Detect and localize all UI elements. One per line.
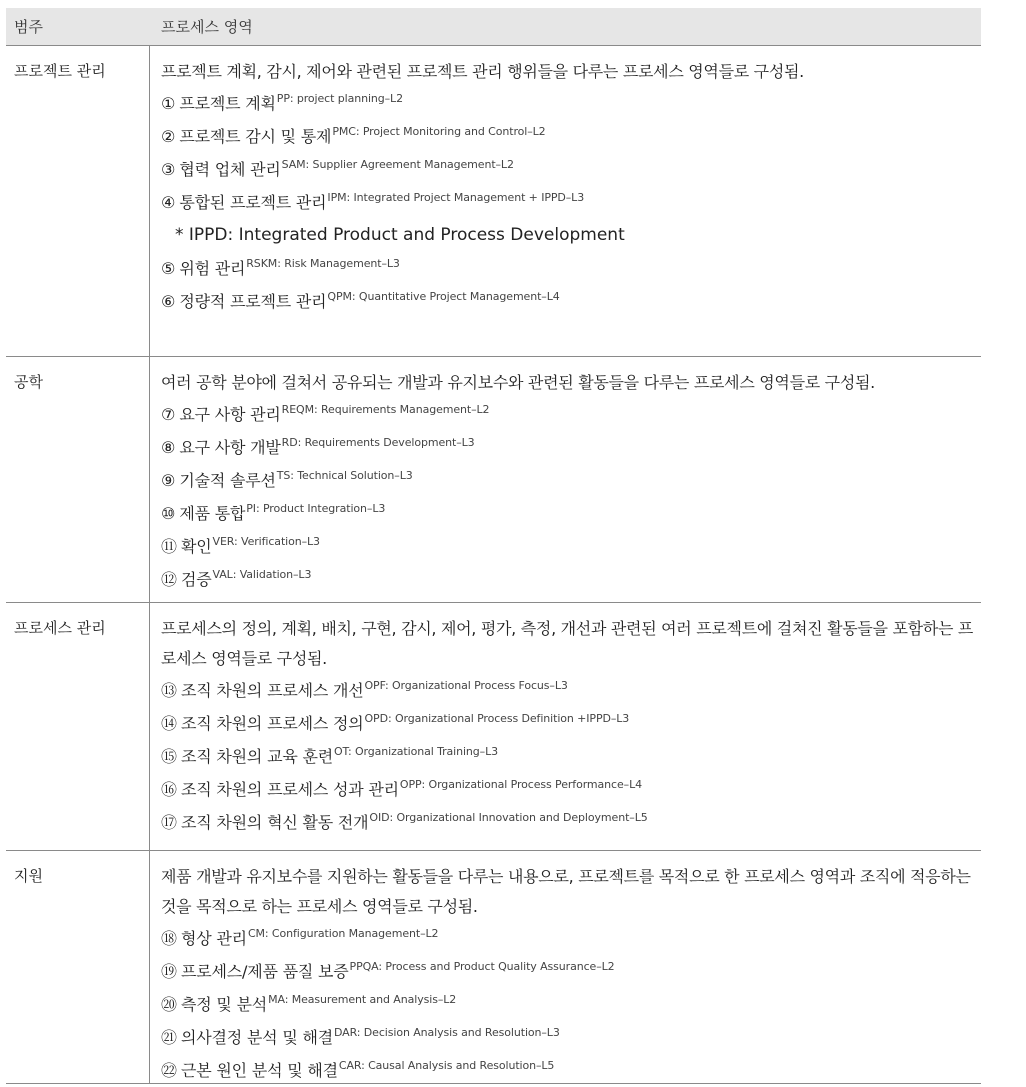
item-name: 통합된 프로젝트 관리	[179, 193, 327, 212]
item-number: ⑪	[161, 537, 178, 556]
item-abbreviation: OT: Organizational Training–L3	[333, 745, 499, 758]
category-description: 프로세스의 정의, 계획, 배치, 구현, 감시, 제어, 평가, 측정, 개선과 관련된 여러 프로젝트에 걸쳐진 활동들을 포함하는 프로세스 영역들로 구성됨.	[161, 619, 974, 668]
item-abbreviation: CM: Configuration Management–L2	[247, 927, 439, 940]
item-number: ⑰	[161, 813, 178, 832]
item-abbreviation: OPD: Organizational Process Definition +IPPD–L3	[364, 712, 630, 725]
table-row-engineering	[6, 357, 981, 603]
item-abbreviation: VER: Verification–L3	[212, 535, 320, 548]
item-name: 의사결정 분석 및 해결	[181, 1028, 333, 1047]
category-description: 여러 공학 분야에 걸쳐서 공유되는 개발과 유지보수와 관련된 활동들을 다루는 프로세스 영역들로 구성됨.	[161, 373, 875, 392]
item-name: 조직 차원의 프로세스 개선	[181, 681, 364, 700]
item-name: 요구 사항 개발	[179, 438, 281, 457]
item-name: 조직 차원의 혁신 활동 전개	[181, 813, 369, 832]
item-abbreviation: PPQA: Process and Product Quality Assurance–L2	[349, 960, 615, 973]
item-number: ⑯	[161, 780, 178, 799]
category-cell: 지원	[6, 851, 150, 1083]
table-header-row	[6, 8, 981, 46]
item-abbreviation: PI: Product Integration–L3	[246, 502, 386, 515]
category-description: 제품 개발과 유지보수를 지원하는 활동들을 다루는 내용으로, 프로젝트를 목적으로 한 프로세스 영역과 조직에 적응하는 것을 목적으로 하는 프로세스 영역들로 구성됨.	[161, 867, 971, 916]
item-number: ⑱	[161, 929, 178, 948]
item-number: ㉑	[161, 1028, 178, 1047]
item-abbreviation: REQM: Requirements Management–L2	[281, 403, 490, 416]
item-name: 조직 차원의 교육 훈련	[181, 747, 333, 766]
process-area-item	[161, 87, 981, 120]
item-name: 검증	[181, 570, 212, 589]
item-number: ⑦	[161, 405, 176, 424]
item-abbreviation: VAL: Validation–L3	[212, 568, 312, 581]
item-abbreviation: PP: project planning–L2	[276, 92, 403, 105]
item-number: ⑭	[161, 714, 178, 733]
item-abbreviation: QPM: Quantitative Project Management–L4	[327, 290, 560, 303]
process-area-item	[161, 285, 981, 318]
item-number: ⑬	[161, 681, 178, 700]
item-number: ④	[161, 193, 176, 212]
item-number: ③	[161, 160, 176, 179]
item-number: ⑩	[161, 504, 176, 523]
item-name: 프로젝트 감시 및 통제	[179, 127, 332, 146]
item-name: 기술적 솔루션	[179, 471, 276, 490]
process-area-item	[161, 806, 981, 839]
process-area-item	[161, 988, 981, 1021]
item-name: 형상 관리	[181, 929, 247, 948]
table-row-support	[6, 851, 981, 1084]
item-name: 조직 차원의 프로세스 정의	[181, 714, 364, 733]
process-area-item	[161, 707, 981, 740]
item-abbreviation: OID: Organizational Innovation and Deployment–L5	[369, 811, 648, 824]
item-name: 협력 업체 관리	[179, 160, 281, 179]
item-name: 요구 사항 관리	[179, 405, 281, 424]
category-cell: 공학	[6, 357, 150, 602]
table-row-project-management	[6, 46, 981, 357]
item-abbreviation: CAR: Causal Analysis and Resolution–L5	[338, 1059, 555, 1072]
item-number: ①	[161, 94, 176, 113]
item-number: ⑤	[161, 259, 176, 278]
item-abbreviation: OPP: Organizational Process Performance–L4	[399, 778, 642, 791]
item-name: 프로세스/제품 품질 보증	[181, 962, 349, 981]
item-number: ⑨	[161, 471, 176, 490]
item-abbreviation: RD: Requirements Development–L3	[281, 436, 475, 449]
item-abbreviation: DAR: Decision Analysis and Resolution–L3	[333, 1026, 560, 1039]
item-abbreviation: MA: Measurement and Analysis–L2	[268, 993, 457, 1006]
item-number: ⑳	[161, 995, 178, 1014]
process-area-item	[161, 252, 981, 285]
process-area-cell	[150, 603, 981, 850]
process-area-cell	[150, 851, 981, 1083]
item-name: 근본 원인 분석 및 해결	[181, 1061, 338, 1080]
process-area-cell	[150, 46, 981, 356]
item-abbreviation: IPM: Integrated Project Management + IPPD–L3	[327, 191, 585, 204]
process-area-item	[161, 1021, 981, 1054]
item-number: ㉒	[161, 1061, 178, 1080]
category-description: 프로젝트 계획, 감시, 제어와 관련된 프로젝트 관리 행위들을 다루는 프로세스 영역들로 구성됨.	[161, 62, 804, 81]
item-number: ⑧	[161, 438, 176, 457]
item-abbreviation: RSKM: Risk Management–L3	[246, 257, 400, 270]
item-number: ⑫	[161, 570, 178, 589]
item-name: 정량적 프로젝트 관리	[179, 292, 327, 311]
item-abbreviation: PMC: Project Monitoring and Control–L2	[332, 125, 546, 138]
header-process-area: 프로세스 영역	[161, 18, 253, 36]
item-name: 제품 통합	[179, 504, 246, 523]
process-area-table	[6, 8, 981, 1084]
item-number: ⑥	[161, 292, 176, 311]
item-name: 위험 관리	[179, 259, 246, 278]
item-abbreviation: TS: Technical Solution–L3	[276, 469, 413, 482]
table-row-process-management	[6, 603, 981, 851]
ippd-note: * IPPD: Integrated Product and Process Development	[175, 225, 625, 245]
item-name: 프로젝트 계획	[179, 94, 276, 113]
item-number: ②	[161, 127, 176, 146]
process-area-item	[161, 186, 981, 219]
process-area-item	[161, 563, 981, 596]
item-abbreviation: OPF: Organizational Process Focus–L3	[364, 679, 568, 692]
item-name: 확인	[181, 537, 212, 556]
process-area-cell	[150, 357, 981, 602]
header-category: 범주	[14, 18, 43, 36]
item-number: ⑲	[161, 962, 178, 981]
item-name: 조직 차원의 프로세스 성과 관리	[181, 780, 399, 799]
category-cell: 프로세스 관리	[6, 603, 150, 850]
item-number: ⑮	[161, 747, 178, 766]
category-cell: 프로젝트 관리	[6, 46, 150, 356]
process-area-item	[161, 1054, 981, 1087]
item-name: 측정 및 분석	[181, 995, 268, 1014]
item-abbreviation: SAM: Supplier Agreement Management–L2	[281, 158, 514, 171]
